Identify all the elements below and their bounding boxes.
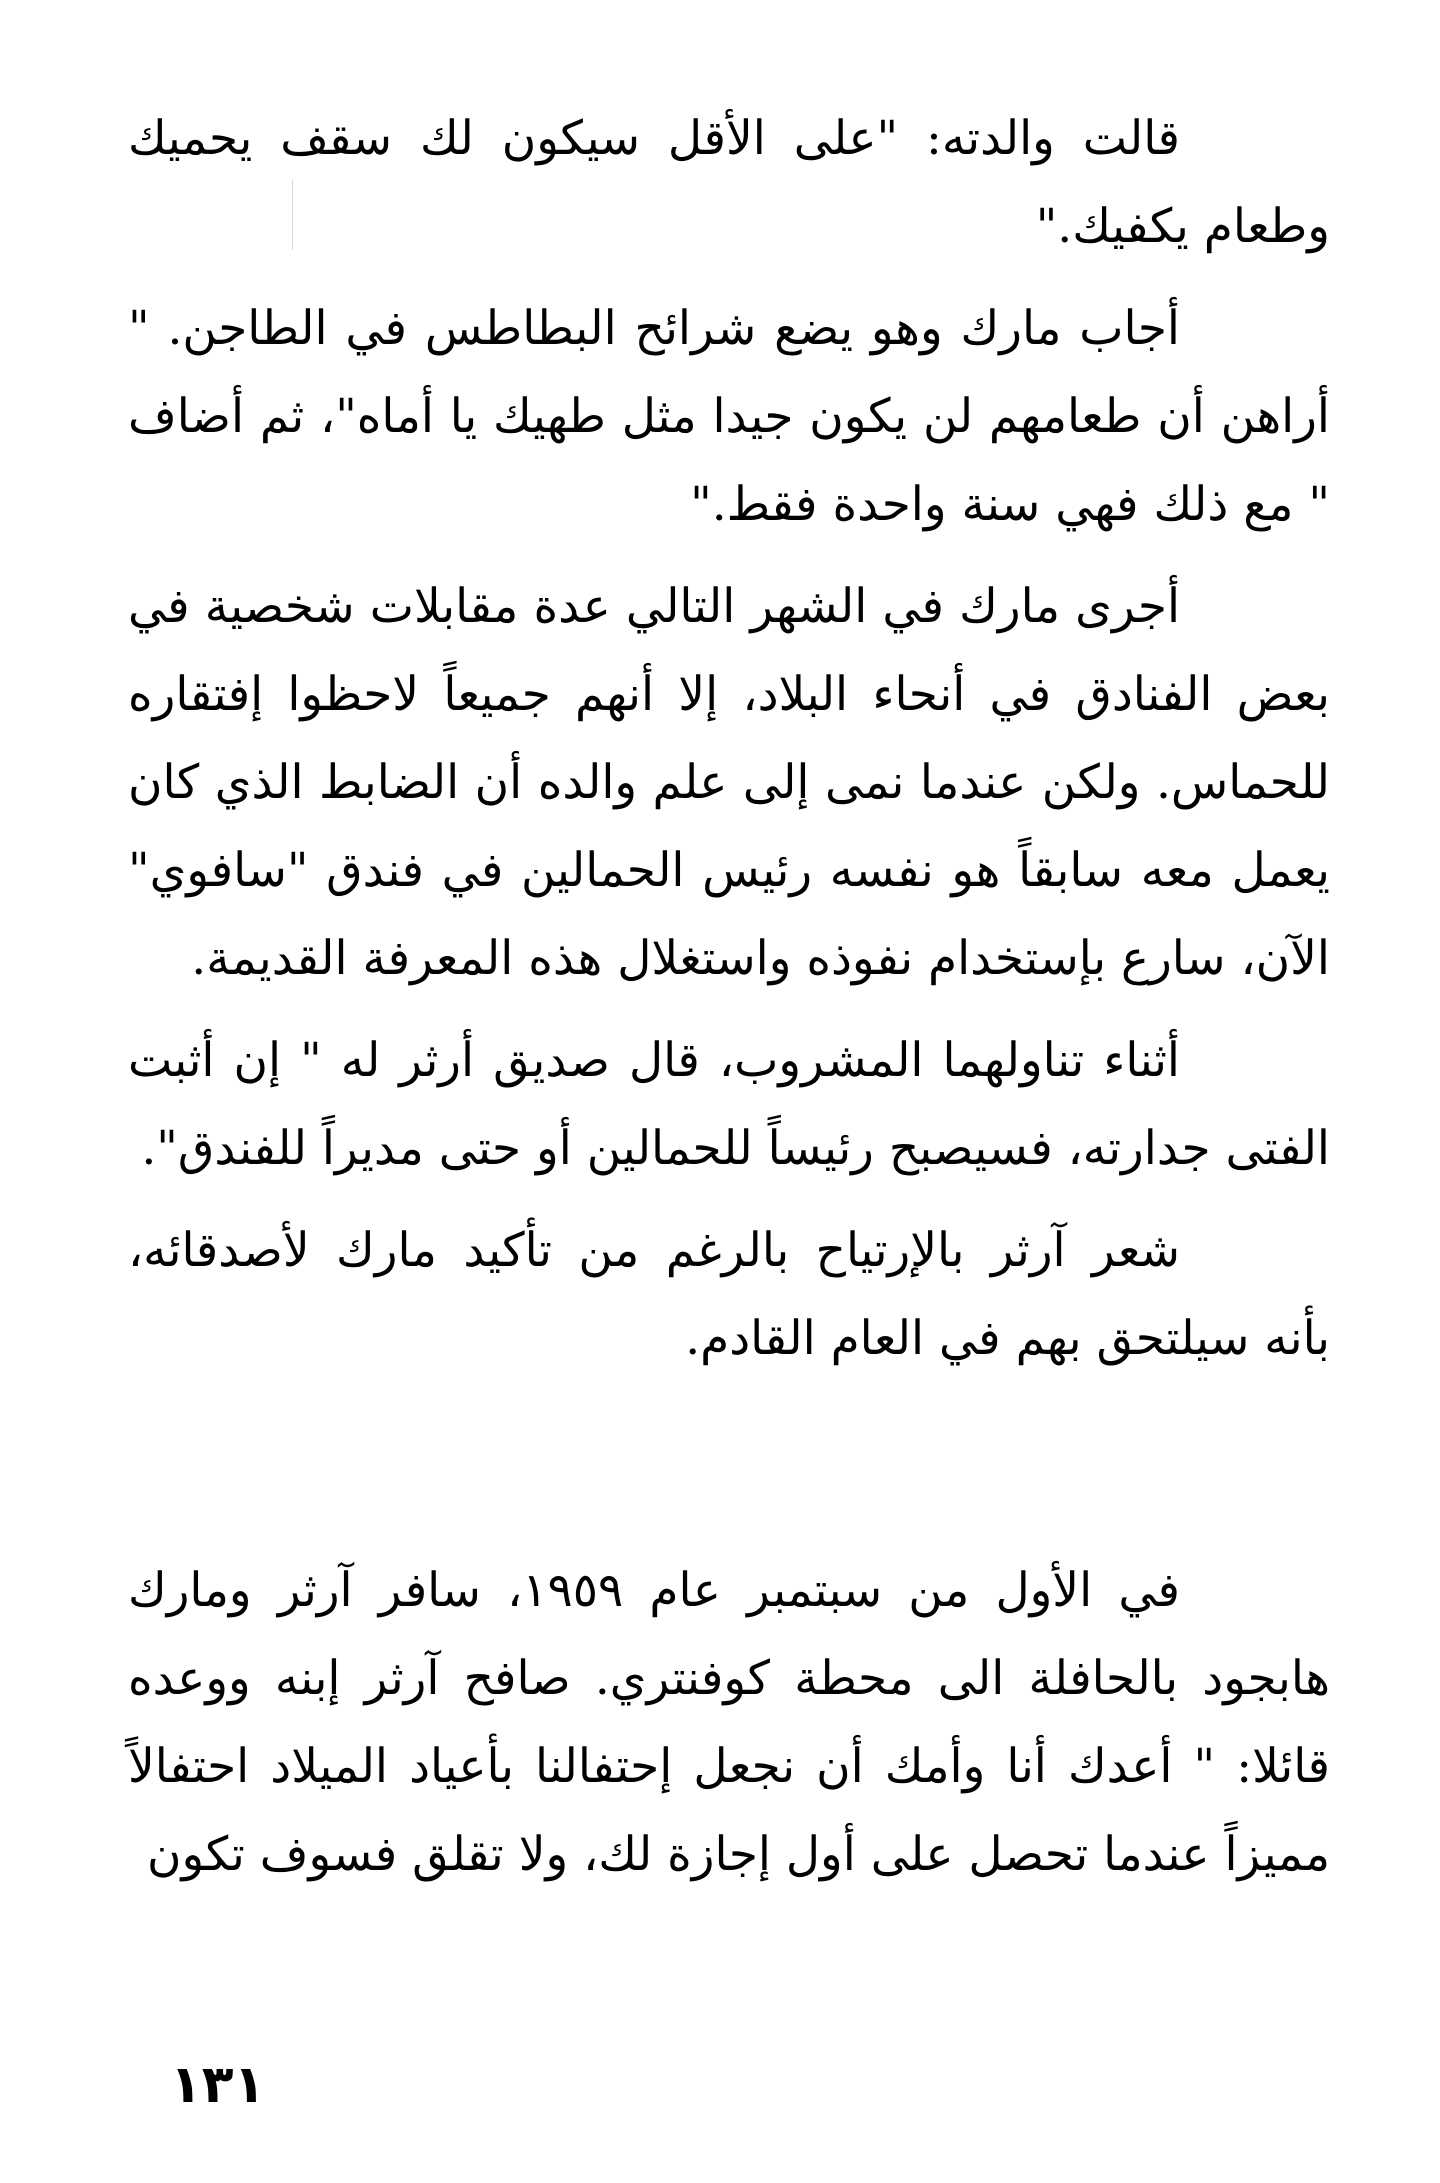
- page-number: ١٣١: [170, 2055, 266, 2115]
- paragraph-5: شعر آرثر بالإرتياح بالرغم من تأكيد مارك لأصدقائه، بأنه سيلتحق بهم في العام القادم.: [128, 1223, 1330, 1366]
- text-column: [128, 95, 1330, 1913]
- paragraph-4: أثناء تناولهما المشروب، قال صديق أرثر له " إن أثبت الفتى جدارته، فسيصبح رئيساً للحمالين أو حتى مديراً للفندق".: [128, 1033, 1330, 1176]
- paragraph-3: أجرى مارك في الشهر التالي عدة مقابلات شخصية في بعض الفنادق في أنحاء البلاد، إلا أنهم جميعاً لاحظوا إفتقاره للحماس. ولكن عندما نمى إلى علم والده أن الضابط الذي كان يعمل معه سابقاً هو نفسه رئيس الحمالين في فندق "سافوي" الآن، سارع بإستخدام نفوذه واستغلال هذه المعرفة القديمة.: [128, 579, 1330, 986]
- paragraph-1: قالت والدته: "على الأقل سيكون لك سقف يحميك وطعام يكفيك.": [128, 111, 1330, 254]
- paragraph-2: أجاب مارك وهو يضع شرائح البطاطس في الطاجن. " أراهن أن طعامهم لن يكون جيدا مثل طهيك يا أماه"، ثم أضاف " مع ذلك فهي سنة واحدة فقط.": [128, 301, 1330, 532]
- section-break: [128, 1397, 1330, 1547]
- paragraph-6: في الأول من سبتمبر عام ١٩٥٩، سافر آرثر ومارك هابجود بالحافلة الى محطة كوفنتري. صافح آرثر إبنه ووعده قائلا: " أعدك أنا وأمك أن نجعل إحتفالنا بأعياد الميلاد احتفالاً مميزاً عندما تحصل على أول إجازة لك، ولا تقلق فسوف تكون: [128, 1563, 1330, 1882]
